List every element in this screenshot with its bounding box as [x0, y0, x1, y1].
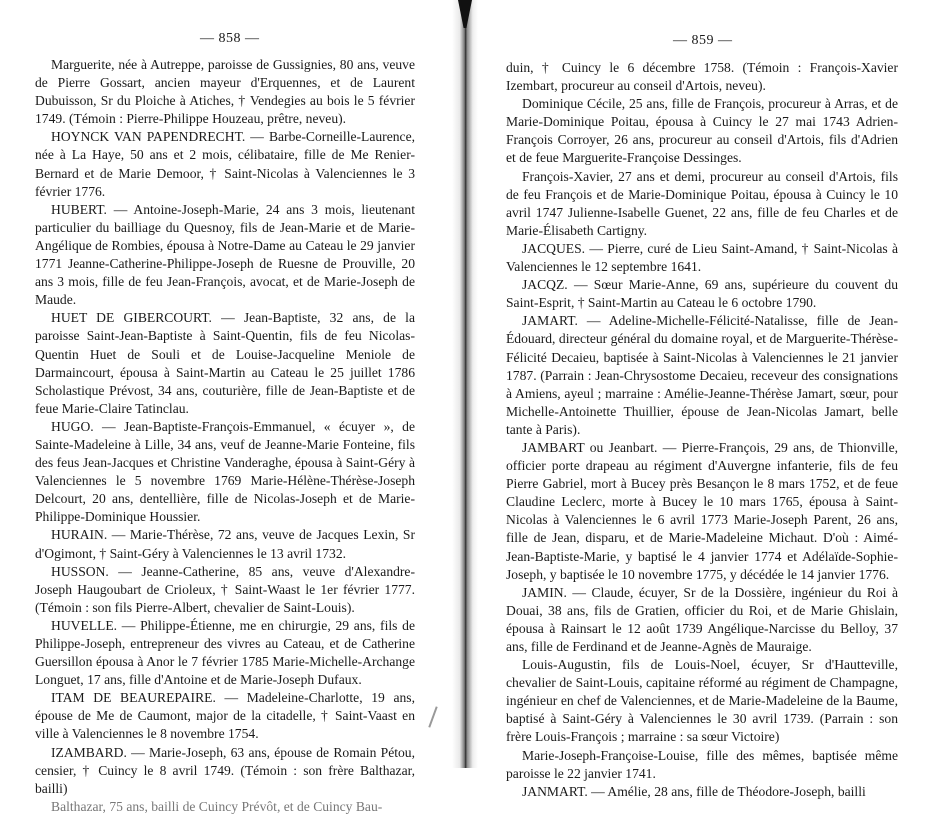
entry: JANMART. — Amélie, 28 ans, fille de Théodore-Joseph, bailli — [522, 783, 866, 799]
left-page — [0, 0, 452, 814]
entry: HUSSON. — Jeanne-Catherine, 85 ans, veuve d'Alexandre-Joseph Haugoubart de Crioleux, † Saint-Waast le 1er février 1777. (Témoin : son fils Pierre-Albert, chevalier de Saint-Louis). — [35, 563, 415, 615]
page-number: — 858 — — [200, 31, 260, 46]
entry: Marie-Joseph-Françoise-Louise, fille des mêmes, baptisée même paroisse le 22 janvier 1741. — [506, 747, 898, 781]
entry: Dominique Cécile, 25 ans, fille de François, procureur à Arras, et de Marie-Dominique Poitau, épousa à Cuincy le 27 mai 1743 Adrien-François Corroyer, 26 ans, procureur au conseil d'Artois, fils d'Adrien et de feue Marguerite-Françoise Dessinges. — [506, 96, 898, 166]
entry: Marguerite, née à Autreppe, paroisse de Gussignies, 80 ans, veuve de Pierre Gossart, ancien mayeur d'Erquennes, et de Laurent Dubuisson, Sr du Ploiche à Atiches, † Vendegies au bois le 5 février 1749. (Témoin : Pierre-Philippe Houzeau, prêtre, neveu). — [35, 57, 415, 127]
entry: JACQUES. — Pierre, curé de Lieu Saint-Amand, † Saint-Nicolas à Valenciennes le 12 septembre 1641. — [506, 240, 898, 275]
entry: HURAIN. — Marie-Thérèse, 72 ans, veuve de Jacques Lexin, Sr d'Ogimont, † Saint-Géry à Valenciennes le 13 avril 1732. — [35, 527, 415, 561]
page-number: — 859 — — [673, 33, 733, 48]
entry: HUET DE GIBERCOURT. — Jean-Baptiste, 32 ans, de la paroisse Saint-Jean-Baptiste à Saint-Quentin, fils de feu Nicolas-Quentin Huet de Souli et de Louise-Jacqueline Meniole de Darmaincourt, épousa à Saint-Martin au Cateau le 25 juillet 1786 Scholastique Prévost, 34 ans, couturière, fille de Jean-Baptiste et de feue Marie-Claire Tatinclau. — [35, 310, 415, 416]
entry: duin, † Cuincy le 6 décembre 1758. (Témoin : François-Xavier Izembart, procureur au conseil d'Artois, neveu). — [506, 60, 898, 94]
entry: HUVELLE. — Philippe-Étienne, me en chirurgie, 29 ans, fils de Philippe-Joseph, entrepreneur des vivres au Cateau, et de Catherine Guersillon épousa à Anor le 7 février 1785 Marie-Michelle-Archange Longuet, 17 ans, fille d'Antoine et de Marie-Joseph Dufaux. — [35, 617, 415, 688]
entry: JAMART. — Adeline-Michelle-Félicité-Natalisse, fille de Jean-Édouard, directeur général du domaine royal, et de Marguerite-Thérèse-Félicité Decaieu, baptisée à Saint-Nicolas à Valenciennes le 21 janvier 1787. (Parrain : Jean-Chrysostome Decaieu, receveur des consignations à Amiens, ayeul ; marraine : Amélie-Jeanne-Thérèse Jamart, sœur, pour Michelle-Antoinette Thuillier, épouse de Jean-Nicolas Jamart, belle tante à Paris). — [506, 313, 898, 437]
page-text — [35, 56, 415, 816]
entry: ITAM DE BEAUREPAIRE. — Madeleine-Charlotte, 19 ans, épouse de Me de Caumont, major de la citadelle, † Saint-Vaast en ville à Valenciennes le 8 novembre 1754. — [35, 690, 415, 742]
entry: JACQZ. — Sœur Marie-Anne, 69 ans, supérieure du couvent du Saint-Esprit, † Saint-Martin au Cateau le 6 octobre 1790. — [506, 277, 898, 311]
entry: Balthazar, 75 ans, bailli de Cuincy Prévôt, et de Cuincy Bau- — [51, 798, 383, 814]
page-text — [506, 59, 898, 801]
entry: HOYNCK VAN PAPENDRECHT. — Barbe-Corneille-Laurence, née à La Haye, 50 ans et 2 mois, célibataire, fille de Me Renier-Bernard et de Marie Demoor, † Saint-Nicolas à Valenciennes le 3 février 1776. — [35, 129, 415, 199]
entry: HUGO. — Jean-Baptiste-François-Emmanuel, « écuyer », de Sainte-Madeleine à Lille, 34 ans, veuf de Jeanne-Marie Fonteine, fils des feus Jean-Jacques et Christine Vanderaghe, épousa à Saint-Géry à Valenciennes le 5 novembre 1769 Marie-Hélène-Thérèse-Joseph Delcourt, 20 ans, dentellière, fille de Nicolas-Joseph et de Marie-Philippe-Dominique Houssier. — [35, 418, 415, 525]
entry: François-Xavier, 27 ans et demi, procureur au conseil d'Artois, fils de feu François et de Marie-Dominique Poitau, épousa à Cuincy le 10 avril 1747 Julienne-Isabelle Guenet, 22 ans, fille de feu Charles et de Marie-Élisabeth Cartigny. — [506, 168, 898, 238]
right-page — [478, 0, 943, 799]
pencil-mark — [428, 706, 437, 727]
entry: HUBERT. — Antoine-Joseph-Marie, 24 ans 3 mois, lieutenant particulier du bailliage du Quesnoy, fils de Jean-Marie et de Marie-Angélique de Rombies, épousa à Notre-Dame au Cateau le 29 janvier 1771 Jeanne-Catherine-Philippe-Joseph de Ruesne de Prouville, 20 ans 3 mois, fille de feu Jean-François, avocat, et de Marie-Joseph de Maude. — [35, 201, 415, 308]
entry: Louis-Augustin, fils de Louis-Noel, écuyer, Sr d'Hautteville, chevalier de Saint-Louis, capitaine réformé au régiment de Champagne, ingénieur en chef de Valenciennes, et de Marie-Madeleine de la Baume, baptisé à Saint-Géry à Valenciennes le 30 avril 1739. (Parrain : son frère Louis-François ; marraine : sa sœur Victoire) — [506, 657, 898, 745]
entry: JAMBART ou Jeanbart. — Pierre-François, 29 ans, de Thionville, officier porte drapeau au régiment d'Auvergne infanterie, fils de feu Pierre Gabriel, mort à Bucey près Besançon le 8 mars 1752, et de feue Claudine Leclerc, morte à Bucey le 10 mars 1765, épousa à Saint-Nicolas à Valenciennes le 6 avril 1773 Marie-Joseph Parent, 26 ans, fille de Jean, disparu, et de Marie-Madeleine Michaut. D'où : Aimé-Jean-Baptiste-Marie, y baptisé le 4 janvier 1774 et Adélaïde-Sophie-Joseph, y baptisée le 10 novembre 1775, y décédée le 14 janvier 1776. — [506, 439, 898, 582]
entry: JAMIN. — Claude, écuyer, Sr de la Dossière, ingénieur du Roi à Douai, 38 ans, fils de Gratien, officier du Roi, et de Marie Ghislain, épousa à Rainsart le 12 août 1739 Angélique-Narcisse du Belloy, 37 ans, fille de Ferdinand et de Jeanne-Agnès de Mauraige. — [506, 584, 898, 654]
entry: IZAMBARD. — Marie-Joseph, 63 ans, épouse de Romain Pétou, censier, † Cuincy le 8 avril 1749. (Témoin : son frère Balthazar, bailli) — [35, 744, 415, 796]
book-gutter — [452, 0, 478, 768]
